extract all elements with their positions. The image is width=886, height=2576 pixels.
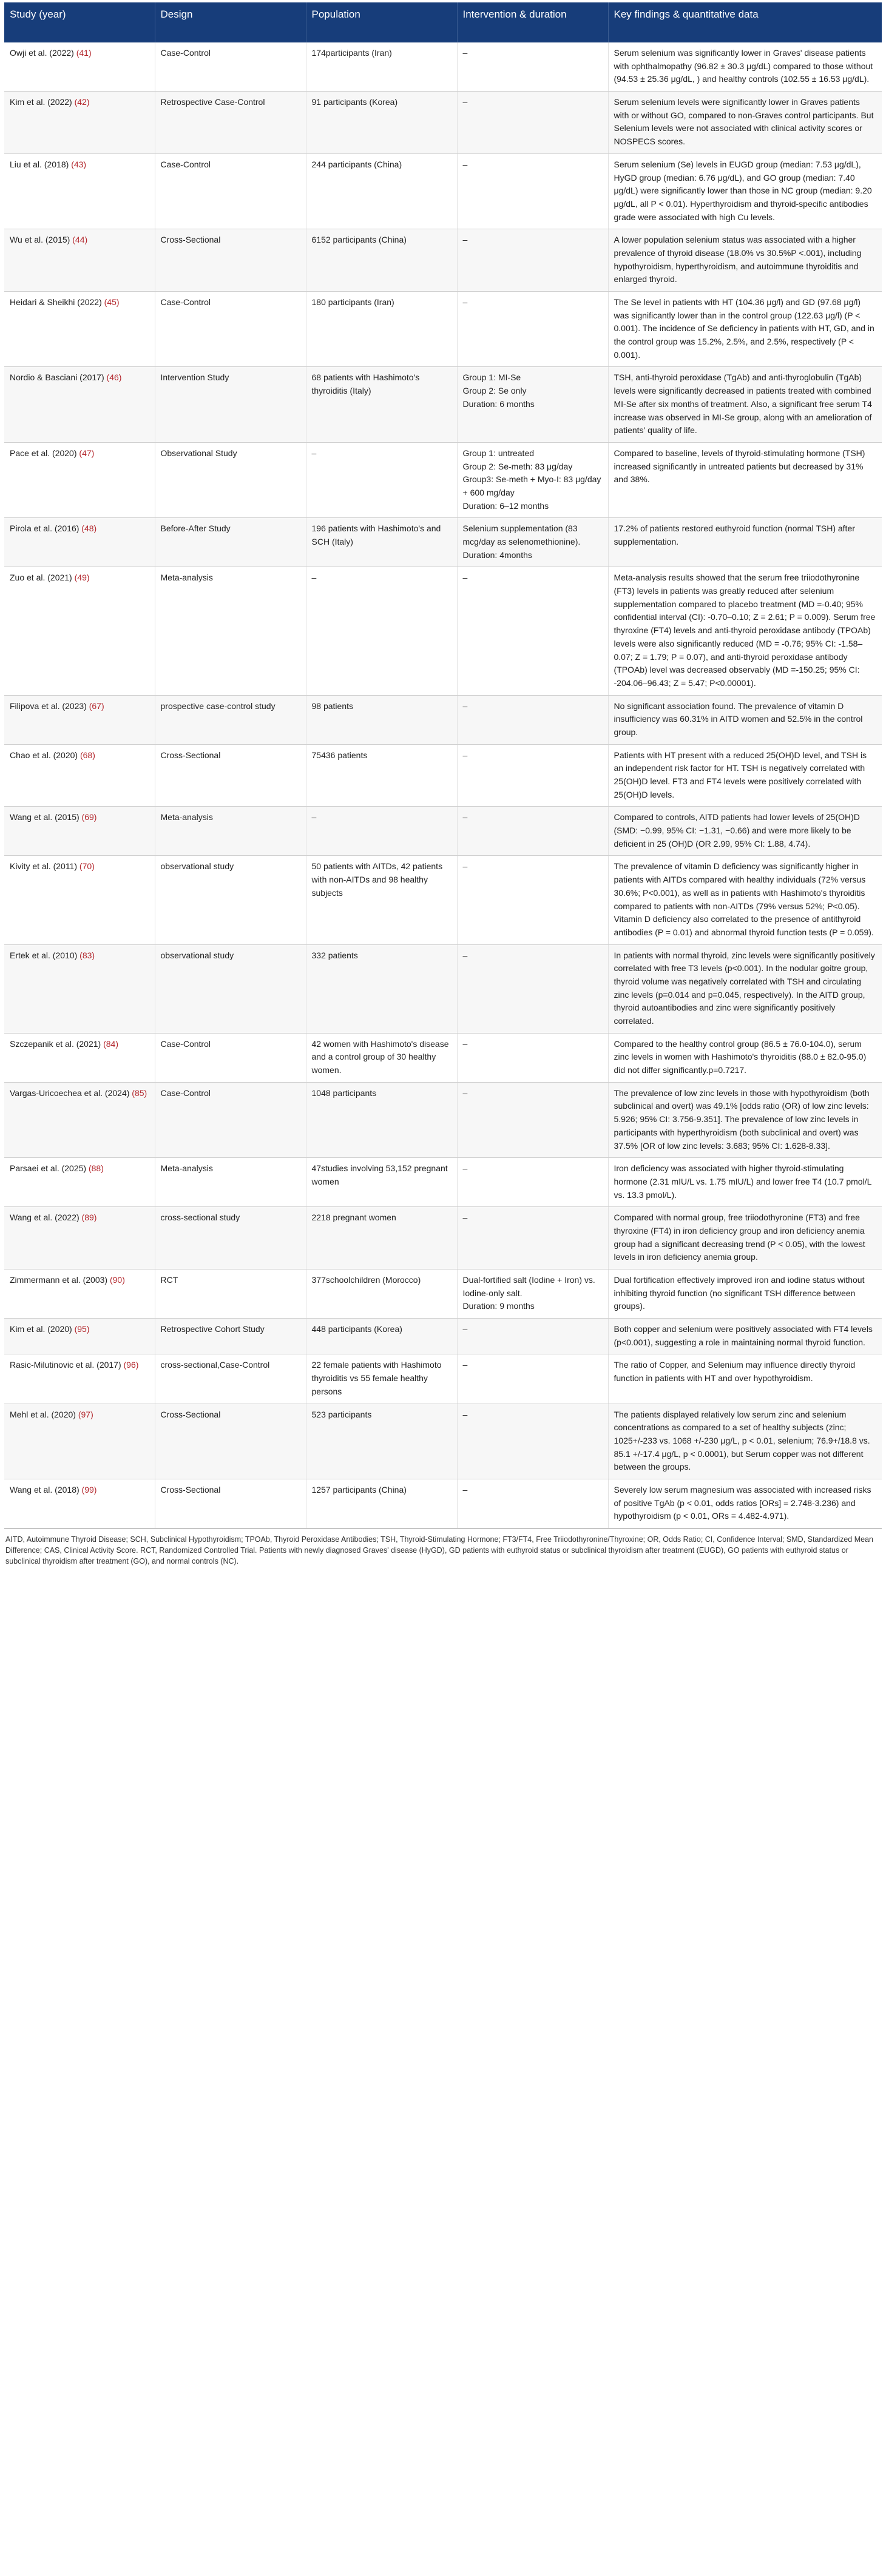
- page: [4, 2, 882, 1567]
- table-row: [4, 944, 882, 1033]
- cell-intervention: Dual-fortified salt (Iodine + Iron) vs. Iodine-only salt. Duration: 9 months: [457, 1270, 608, 1319]
- study-table: [4, 2, 882, 1528]
- cell-intervention: –: [457, 229, 608, 292]
- cell-findings: The patients displayed relatively low serum zinc and selenium concentrations as compared to a set of healthy subjects (zinc; 1025+/-233 vs. 1068 +/-230 μg/L, p < 0.01, selenium; 76.9+/18.8 vs. 85.1 +/-17.4 μg/L, p < 0.0001), but Serum copper was not different between the groups.: [608, 1404, 882, 1479]
- cell-design: Cross-Sectional: [155, 1404, 306, 1479]
- cell-findings: Serum selenium (Se) levels in EUGD group (median: 7.53 μg/dL), HyGD group (median: 6.76 μg/dL), and GO group (median: 7.40 μg/dL) were significantly lower than those in NC group (median: 9.20 μg/dL, all P < 0.01). Hyperthyroidism and thyroid-specific antibodies grade were associated with high Cu levels.: [608, 153, 882, 229]
- cell-intervention: –: [457, 695, 608, 744]
- table-row: [4, 292, 882, 367]
- cell-design: Case-Control: [155, 292, 306, 367]
- reference-link[interactable]: (43): [71, 159, 87, 169]
- reference-link[interactable]: (48): [81, 523, 97, 534]
- table-header: [4, 2, 882, 42]
- reference-link[interactable]: (69): [81, 812, 97, 822]
- cell-study: [4, 1207, 155, 1270]
- cell-findings: Compared to controls, AITD patients had lower levels of 25(OH)D (SMD: −0.99, 95% CI: −1.31, −0.66) and were more likely to be deficient in 25 (OH)D (OR 2.99, 95% CI: 1.88, 4.74).: [608, 807, 882, 856]
- cell-intervention: Group 1: untreated Group 2: Se-meth: 83 μg/day Group3: Se-meth + Myo-I: 83 μg/day + 600 mg/day Duration: 6–12 months: [457, 442, 608, 517]
- table-row: [4, 695, 882, 744]
- cell-study: [4, 567, 155, 695]
- reference-link[interactable]: (96): [123, 1360, 139, 1370]
- table-row: [4, 153, 882, 229]
- cell-design: observational study: [155, 856, 306, 944]
- cell-intervention: –: [457, 856, 608, 944]
- study-name: Rasic-Milutinovic et al. (2017): [10, 1360, 121, 1370]
- reference-link[interactable]: (89): [81, 1212, 97, 1223]
- cell-study: [4, 1354, 155, 1404]
- table-row: [4, 1033, 882, 1082]
- table-row: [4, 856, 882, 944]
- cell-study: [4, 1319, 155, 1354]
- reference-link[interactable]: (44): [72, 235, 88, 245]
- cell-study: [4, 807, 155, 856]
- reference-link[interactable]: (95): [74, 1324, 90, 1334]
- reference-link[interactable]: (85): [132, 1088, 147, 1098]
- reference-link[interactable]: (46): [106, 372, 122, 383]
- cell-design: cross-sectional study: [155, 1207, 306, 1270]
- cell-study: [4, 1082, 155, 1157]
- cell-population: 448 participants (Korea): [306, 1319, 457, 1354]
- reference-link[interactable]: (90): [109, 1275, 125, 1285]
- header-intervention: Intervention & duration: [457, 2, 608, 42]
- cell-study: [4, 1404, 155, 1479]
- table-row: [4, 1270, 882, 1319]
- cell-design: Before-After Study: [155, 518, 306, 567]
- study-name: Chao et al. (2020): [10, 750, 78, 760]
- cell-design: Intervention Study: [155, 367, 306, 442]
- cell-findings: In patients with normal thyroid, zinc levels were significantly positively correlated with free T3 levels (p<0.001). In the nodular goitre group, thyroid volume was negatively correlated with TSH and circulating zinc levels (p=0.014 and p=0.045, respectively). In the AITD group, thyroid autoantibodies and zinc were significantly positively correlated.: [608, 944, 882, 1033]
- study-name: Heidari & Sheikhi (2022): [10, 297, 102, 307]
- cell-design: RCT: [155, 1270, 306, 1319]
- header-population: Population: [306, 2, 457, 42]
- study-name: Zimmermann et al. (2003): [10, 1275, 108, 1285]
- cell-findings: Meta-analysis results showed that the serum free triiodothyronine (FT3) levels in patients was greatly reduced after selenium supplementation compared to placebo treatment (MD =-0.40; 95% confidential interval (CI): -0.70–0.10; Z = 2.61; P = 0.009). Serum free thyroxine (FT4) levels and anti-thyroid peroxidase antibody (TPOAb) levels were also significantly reduced (MD = -0.76; 95% CI: -1.58–0.07; Z = 1.79; P = 0.07), and anti-thyroid peroxidase antibody (TPOAb) level was decreased observably (MD =-150.25; 95% CI: -204.06–96.43; Z = 5.47; P<0.00001).: [608, 567, 882, 695]
- header-design: Design: [155, 2, 306, 42]
- cell-intervention: –: [457, 567, 608, 695]
- reference-link[interactable]: (47): [79, 448, 95, 458]
- cell-intervention: –: [457, 1158, 608, 1207]
- cell-population: –: [306, 807, 457, 856]
- table-row: [4, 807, 882, 856]
- cell-findings: No significant association found. The prevalence of vitamin D insufficiency was 60.31% in AITD women and 52.5% in the control group.: [608, 695, 882, 744]
- cell-population: 244 participants (China): [306, 153, 457, 229]
- table-row: [4, 42, 882, 92]
- reference-link[interactable]: (99): [81, 1484, 97, 1495]
- reference-link[interactable]: (45): [104, 297, 120, 307]
- cell-population: 523 participants: [306, 1404, 457, 1479]
- cell-findings: Compared to the healthy control group (86.5 ± 76.0-104.0), serum zinc levels in women with Hashimoto's thyroiditis (88.0 ± 82.0-95.0) did not differ significantly.p=0.7217.: [608, 1033, 882, 1082]
- study-name: Ertek et al. (2010): [10, 950, 78, 960]
- table-row: [4, 1354, 882, 1404]
- cell-intervention: –: [457, 1033, 608, 1082]
- cell-findings: Patients with HT present with a reduced 25(OH)D level, and TSH is an independent risk factor for HT. TSH is negatively correlated with 25(OH)D level. FT3 and FT4 levels were positively correlated with 25(OH)D levels.: [608, 744, 882, 807]
- study-name: Parsaei et al. (2025): [10, 1163, 87, 1174]
- cell-population: 2218 pregnant women: [306, 1207, 457, 1270]
- cell-population: 98 patients: [306, 695, 457, 744]
- study-name: Kim et al. (2020): [10, 1324, 72, 1334]
- table-row: [4, 92, 882, 154]
- cell-findings: Serum selenium levels were significantly lower in Graves patients with or without GO, compared to non-Graves control participants. But Selenium levels were not associated with clinical activity scores or NOSPECS scores.: [608, 92, 882, 154]
- cell-population: 174participants (Iran): [306, 42, 457, 92]
- cell-findings: Compared with normal group, free triiodothyronine (FT3) and free thyroxine (FT4) in iron deficiency group and iron deficiency anemia group had a significant decreasing trend (P < 0.05), with the lowest levels in iron deficiency anemia group.: [608, 1207, 882, 1270]
- cell-intervention: –: [457, 1404, 608, 1479]
- study-name: Vargas-Uricoechea et al. (2024): [10, 1088, 130, 1098]
- cell-findings: The Se level in patients with HT (104.36 μg/l) and GD (97.68 μg/l) was significantly lower than in the control group (122.63 μg/l) (P < 0.001). The incidence of Se deficiency in patients with HT, GD, and in the control group was 15.2%, 2.5%, and 2.5%, respectively (P < 0.001).: [608, 292, 882, 367]
- cell-study: [4, 944, 155, 1033]
- cell-study: [4, 42, 155, 92]
- cell-study: [4, 1479, 155, 1528]
- cell-study: [4, 518, 155, 567]
- study-name: Owji et al. (2022): [10, 48, 74, 58]
- header-study: Study (year): [4, 2, 155, 42]
- cell-design: Retrospective Case-Control: [155, 92, 306, 154]
- cell-findings: The ratio of Copper, and Selenium may influence directly thyroid function in patients with HT and over hypothyroidism.: [608, 1354, 882, 1404]
- table-footnote: AITD, Autoimmune Thyroid Disease; SCH, Subclinical Hypothyroidism; TPOAb, Thyroid Peroxidase Antibodies; TSH, Thyroid-Stimulating Hormone; FT3/FT4, Free Triiodothyronine/Thyroxine; OR, Odds Ratio; CI, Confidence Interval; SMD, Standardized Mean Difference; CAS, Clinical Activity Score. RCT, Randomized Controlled Trial. Patients with newly diagnosed Graves' disease (HyGD), GD patients with euthyroid status or subclinical thyroidism after treatment (EUGD), GO patients with euthyroid status or subclinical thyroidism after treatment (GO), and normal controls (NC).: [4, 1528, 882, 1567]
- cell-study: [4, 744, 155, 807]
- cell-intervention: –: [457, 1082, 608, 1157]
- cell-design: Case-Control: [155, 1033, 306, 1082]
- cell-findings: TSH, anti-thyroid peroxidase (TgAb) and anti-thyroglobulin (TgAb) levels were significantly decreased in patients treated with combined MI-Se after six months of treatment. Also, a significant free serum T4 increase was observed in MI-Se group, along with an amelioration of patients' quality of life.: [608, 367, 882, 442]
- study-name: Wang et al. (2015): [10, 812, 79, 822]
- reference-link[interactable]: (67): [89, 701, 104, 711]
- reference-link[interactable]: (68): [79, 750, 95, 760]
- table-row: [4, 367, 882, 442]
- cell-intervention: –: [457, 153, 608, 229]
- cell-design: Observational Study: [155, 442, 306, 517]
- cell-intervention: –: [457, 944, 608, 1033]
- study-name: Zuo et al. (2021): [10, 573, 72, 583]
- table-row: [4, 1404, 882, 1479]
- cell-design: Cross-Sectional: [155, 744, 306, 807]
- cell-population: 68 patients with Hashimoto's thyroiditis (Italy): [306, 367, 457, 442]
- cell-design: Meta-analysis: [155, 1158, 306, 1207]
- cell-population: 377schoolchildren (Morocco): [306, 1270, 457, 1319]
- cell-study: [4, 367, 155, 442]
- cell-intervention: Group 1: MI-Se Group 2: Se only Duration: 6 months: [457, 367, 608, 442]
- cell-design: Case-Control: [155, 42, 306, 92]
- table-row: [4, 518, 882, 567]
- cell-study: [4, 1158, 155, 1207]
- cell-design: Case-Control: [155, 153, 306, 229]
- reference-link[interactable]: (83): [79, 950, 95, 960]
- cell-population: 50 patients with AITDs, 42 patients with non-AITDs and 98 healthy subjects: [306, 856, 457, 944]
- cell-design: Cross-Sectional: [155, 229, 306, 292]
- cell-population: 42 women with Hashimoto's disease and a control group of 30 healthy women.: [306, 1033, 457, 1082]
- cell-intervention: –: [457, 1479, 608, 1528]
- study-name: Szczepanik et al. (2021): [10, 1038, 101, 1049]
- study-name: Kivity et al. (2011): [10, 861, 78, 872]
- cell-population: 47studies involving 53,152 pregnant women: [306, 1158, 457, 1207]
- reference-link[interactable]: (84): [103, 1038, 118, 1049]
- study-name: Pirola et al. (2016): [10, 523, 79, 534]
- cell-study: [4, 695, 155, 744]
- cell-design: Meta-analysis: [155, 807, 306, 856]
- table-row: [4, 1319, 882, 1354]
- cell-intervention: –: [457, 1354, 608, 1404]
- reference-link[interactable]: (49): [74, 573, 90, 583]
- cell-intervention: –: [457, 807, 608, 856]
- reference-link[interactable]: (41): [76, 48, 92, 58]
- cell-study: [4, 153, 155, 229]
- cell-findings: Compared to baseline, levels of thyroid-stimulating hormone (TSH) increased significantly in untreated patients but decreased by 31% and 38%.: [608, 442, 882, 517]
- reference-link[interactable]: (97): [78, 1409, 93, 1419]
- cell-findings: 17.2% of patients restored euthyroid function (normal TSH) after supplementation.: [608, 518, 882, 567]
- cell-population: 196 patients with Hashimoto's and SCH (Italy): [306, 518, 457, 567]
- cell-intervention: –: [457, 92, 608, 154]
- cell-design: Meta-analysis: [155, 567, 306, 695]
- study-name: Wang et al. (2022): [10, 1212, 79, 1223]
- cell-population: 332 patients: [306, 944, 457, 1033]
- cell-intervention: Selenium supplementation (83 mcg/day as selenomethionine). Duration: 4months: [457, 518, 608, 567]
- cell-population: 6152 participants (China): [306, 229, 457, 292]
- study-name: Mehl et al. (2020): [10, 1409, 76, 1419]
- reference-link[interactable]: (88): [88, 1163, 104, 1174]
- cell-findings: The prevalence of low zinc levels in those with hypothyroidism (both subclinical and overt) was 49.1% [odds ratio (OR) of low zinc levels: 5.926; 95% CI: 3.756-9.351]. The prevalence of low zinc levels in participants with hyperthyroidism (both subclinical and overt) was 37.5% [OR of low zinc levels: 3.683; 95% CI: 1.628-8.33].: [608, 1082, 882, 1157]
- cell-study: [4, 229, 155, 292]
- table-row: [4, 229, 882, 292]
- cell-findings: A lower population selenium status was associated with a higher prevalence of thyroid disease (18.0% vs 30.5%P <.001), including hypothyroidism, hyperthyroidism, and autoimmune thyroiditis and enlarged thyroid.: [608, 229, 882, 292]
- cell-population: 180 participants (Iran): [306, 292, 457, 367]
- cell-population: –: [306, 442, 457, 517]
- cell-population: –: [306, 567, 457, 695]
- cell-intervention: –: [457, 42, 608, 92]
- cell-findings: Dual fortification effectively improved iron and iodine status without inhibiting thyroid function (no significant TSH difference between groups).: [608, 1270, 882, 1319]
- cell-study: [4, 92, 155, 154]
- study-name: Wu et al. (2015): [10, 235, 70, 245]
- cell-population: 1048 participants: [306, 1082, 457, 1157]
- table-row: [4, 567, 882, 695]
- cell-population: 1257 participants (China): [306, 1479, 457, 1528]
- cell-design: observational study: [155, 944, 306, 1033]
- cell-design: Cross-Sectional: [155, 1479, 306, 1528]
- cell-intervention: –: [457, 1319, 608, 1354]
- cell-population: 91 participants (Korea): [306, 92, 457, 154]
- header-findings: Key findings & quantitative data: [608, 2, 882, 42]
- study-name: Filipova et al. (2023): [10, 701, 87, 711]
- study-name: Nordio & Basciani (2017): [10, 372, 104, 383]
- cell-study: [4, 1270, 155, 1319]
- cell-intervention: –: [457, 1207, 608, 1270]
- table-row: [4, 1082, 882, 1157]
- cell-findings: Severely low serum magnesium was associated with increased risks of positive TgAb (p < 0.01, odds ratios [ORs] = 2.748-3.236) and hypothyroidism (p < 0.01, ORs = 4.482-4.971).: [608, 1479, 882, 1528]
- table-body: [4, 42, 882, 1528]
- study-name: Liu et al. (2018): [10, 159, 69, 169]
- study-name: Kim et al. (2022): [10, 97, 72, 107]
- reference-link[interactable]: (42): [74, 97, 90, 107]
- cell-study: [4, 856, 155, 944]
- cell-design: cross-sectional,Case-Control: [155, 1354, 306, 1404]
- table-row: [4, 1207, 882, 1270]
- study-name: Wang et al. (2018): [10, 1484, 79, 1495]
- cell-intervention: –: [457, 744, 608, 807]
- cell-findings: The prevalence of vitamin D deficiency was significantly higher in patients with AITDs compared with healthy individuals (72% versus 30.6%; P<0.001), as well as in patients with Hashimoto's thyroiditis compared to patients with non-AITDs (79% versus 52%; P<0.05). Vitamin D deficiency also correlated to the presence of antithyroid antibodies (P = 0.01) and abnormal thyroid function tests (P = 0.059).: [608, 856, 882, 944]
- cell-study: [4, 1033, 155, 1082]
- study-name: Pace et al. (2020): [10, 448, 77, 458]
- cell-study: [4, 442, 155, 517]
- table-row: [4, 744, 882, 807]
- cell-population: 22 female patients with Hashimoto thyroiditis vs 55 female healthy persons: [306, 1354, 457, 1404]
- reference-link[interactable]: (70): [79, 861, 95, 872]
- cell-design: Retrospective Cohort Study: [155, 1319, 306, 1354]
- cell-design: Case-Control: [155, 1082, 306, 1157]
- cell-design: prospective case-control study: [155, 695, 306, 744]
- cell-findings: Iron deficiency was associated with higher thyroid-stimulating hormone (2.31 mIU/L vs. 1.75 mIU/L) and lower free T4 (10.7 pmol/L vs. 13.3 pmol/L).: [608, 1158, 882, 1207]
- cell-intervention: –: [457, 292, 608, 367]
- cell-findings: Serum selenium was significantly lower in Graves' disease patients with ophthalmopathy (96.82 ± 30.3 μg/dL) compared to those without (94.53 ± 25.36 μg/dL, ) and healthy controls (102.55 ± 16.53 μg/dL).: [608, 42, 882, 92]
- table-row: [4, 1158, 882, 1207]
- table-row: [4, 1479, 882, 1528]
- header-row: [4, 2, 882, 42]
- cell-population: 75436 patients: [306, 744, 457, 807]
- table-row: [4, 442, 882, 517]
- cell-findings: Both copper and selenium were positively associated with FT4 levels (p<0.001), suggesting a role in maintaining normal thyroid function.: [608, 1319, 882, 1354]
- cell-study: [4, 292, 155, 367]
